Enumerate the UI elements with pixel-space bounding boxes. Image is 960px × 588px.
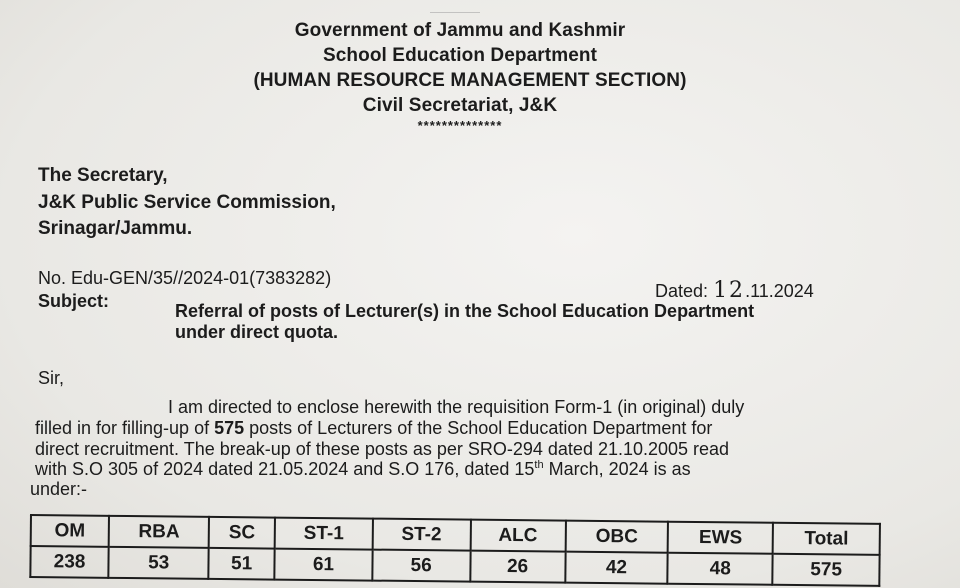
body-line-4-a: with S.O 305 of 2024 dated 21.05.2024 and S.O 176, dated 15 [35,459,535,479]
value-cell: 61 [274,549,372,581]
header-cell: OM [31,515,109,547]
header-cell: ALC [470,520,566,552]
subject-line-2: under direct quota. [175,322,339,342]
body-line-1: I am directed to enclose herewith the requisition Form-1 (in original) duly [168,397,745,417]
value-cell: 575 [773,554,880,586]
body-line-4-end: March, 2024 is as [543,459,691,479]
header-cell: Total [773,523,880,555]
header-government: Government of Jammu and Kashmir [294,20,626,41]
reference-number: No. Edu-GEN/35//2024-01(7383282) [38,268,332,288]
body-line-3: direct recruitment. The break-up of these posts as per SRO-294 dated 21.10.2005 read [35,439,730,459]
body-line-4 [35,459,691,480]
dated-day-handwritten: 12 [713,278,746,303]
body-line-2-a: filled in for filling-up of [35,418,215,438]
header-cell: EWS [668,522,773,554]
header-cell: ST-1 [275,518,373,550]
posts-breakup-table [29,514,881,587]
value-cell: 56 [372,550,470,582]
body-line-2-b: posts of Lecturers of the School Education Department for [244,418,713,438]
header-department: School Education Department [322,45,597,66]
ordinal-suffix: th [534,459,544,471]
addressee-org: J&K Public Service Commission, [38,192,336,213]
header-cell: OBC [565,521,668,553]
header-divider: ************** [417,118,503,133]
subject-label: Subject: [38,291,110,311]
posts-count: 575 [214,418,245,438]
header-cell: RBA [109,516,209,548]
value-cell: 48 [668,553,773,585]
value-cell: 238 [30,546,108,578]
value-cell: 53 [108,547,208,579]
emblem-mark [430,4,480,13]
value-cell: 42 [565,552,668,584]
dated-label: Dated: [655,281,709,301]
header-section: (HUMAN RESOURCE MANAGEMENT SECTION) [253,70,687,91]
value-cell: 26 [470,551,566,583]
salutation: Sir, [38,368,65,388]
header-location: Civil Secretariat, J&K [362,95,558,116]
addressee-title: The Secretary, [38,165,168,186]
addressee-place: Srinagar/Jammu. [38,218,193,239]
dated-rest: .11.2024 [745,281,814,301]
body-line-5: under:- [30,479,88,499]
subject-line-1: Referral of posts of Lecturer(s) in the School Education Department [175,301,755,321]
body-line-2 [35,418,712,439]
value-cell: 51 [209,548,275,580]
header-cell: SC [209,517,275,549]
date-line [655,278,814,303]
header-cell: ST-2 [372,519,470,551]
